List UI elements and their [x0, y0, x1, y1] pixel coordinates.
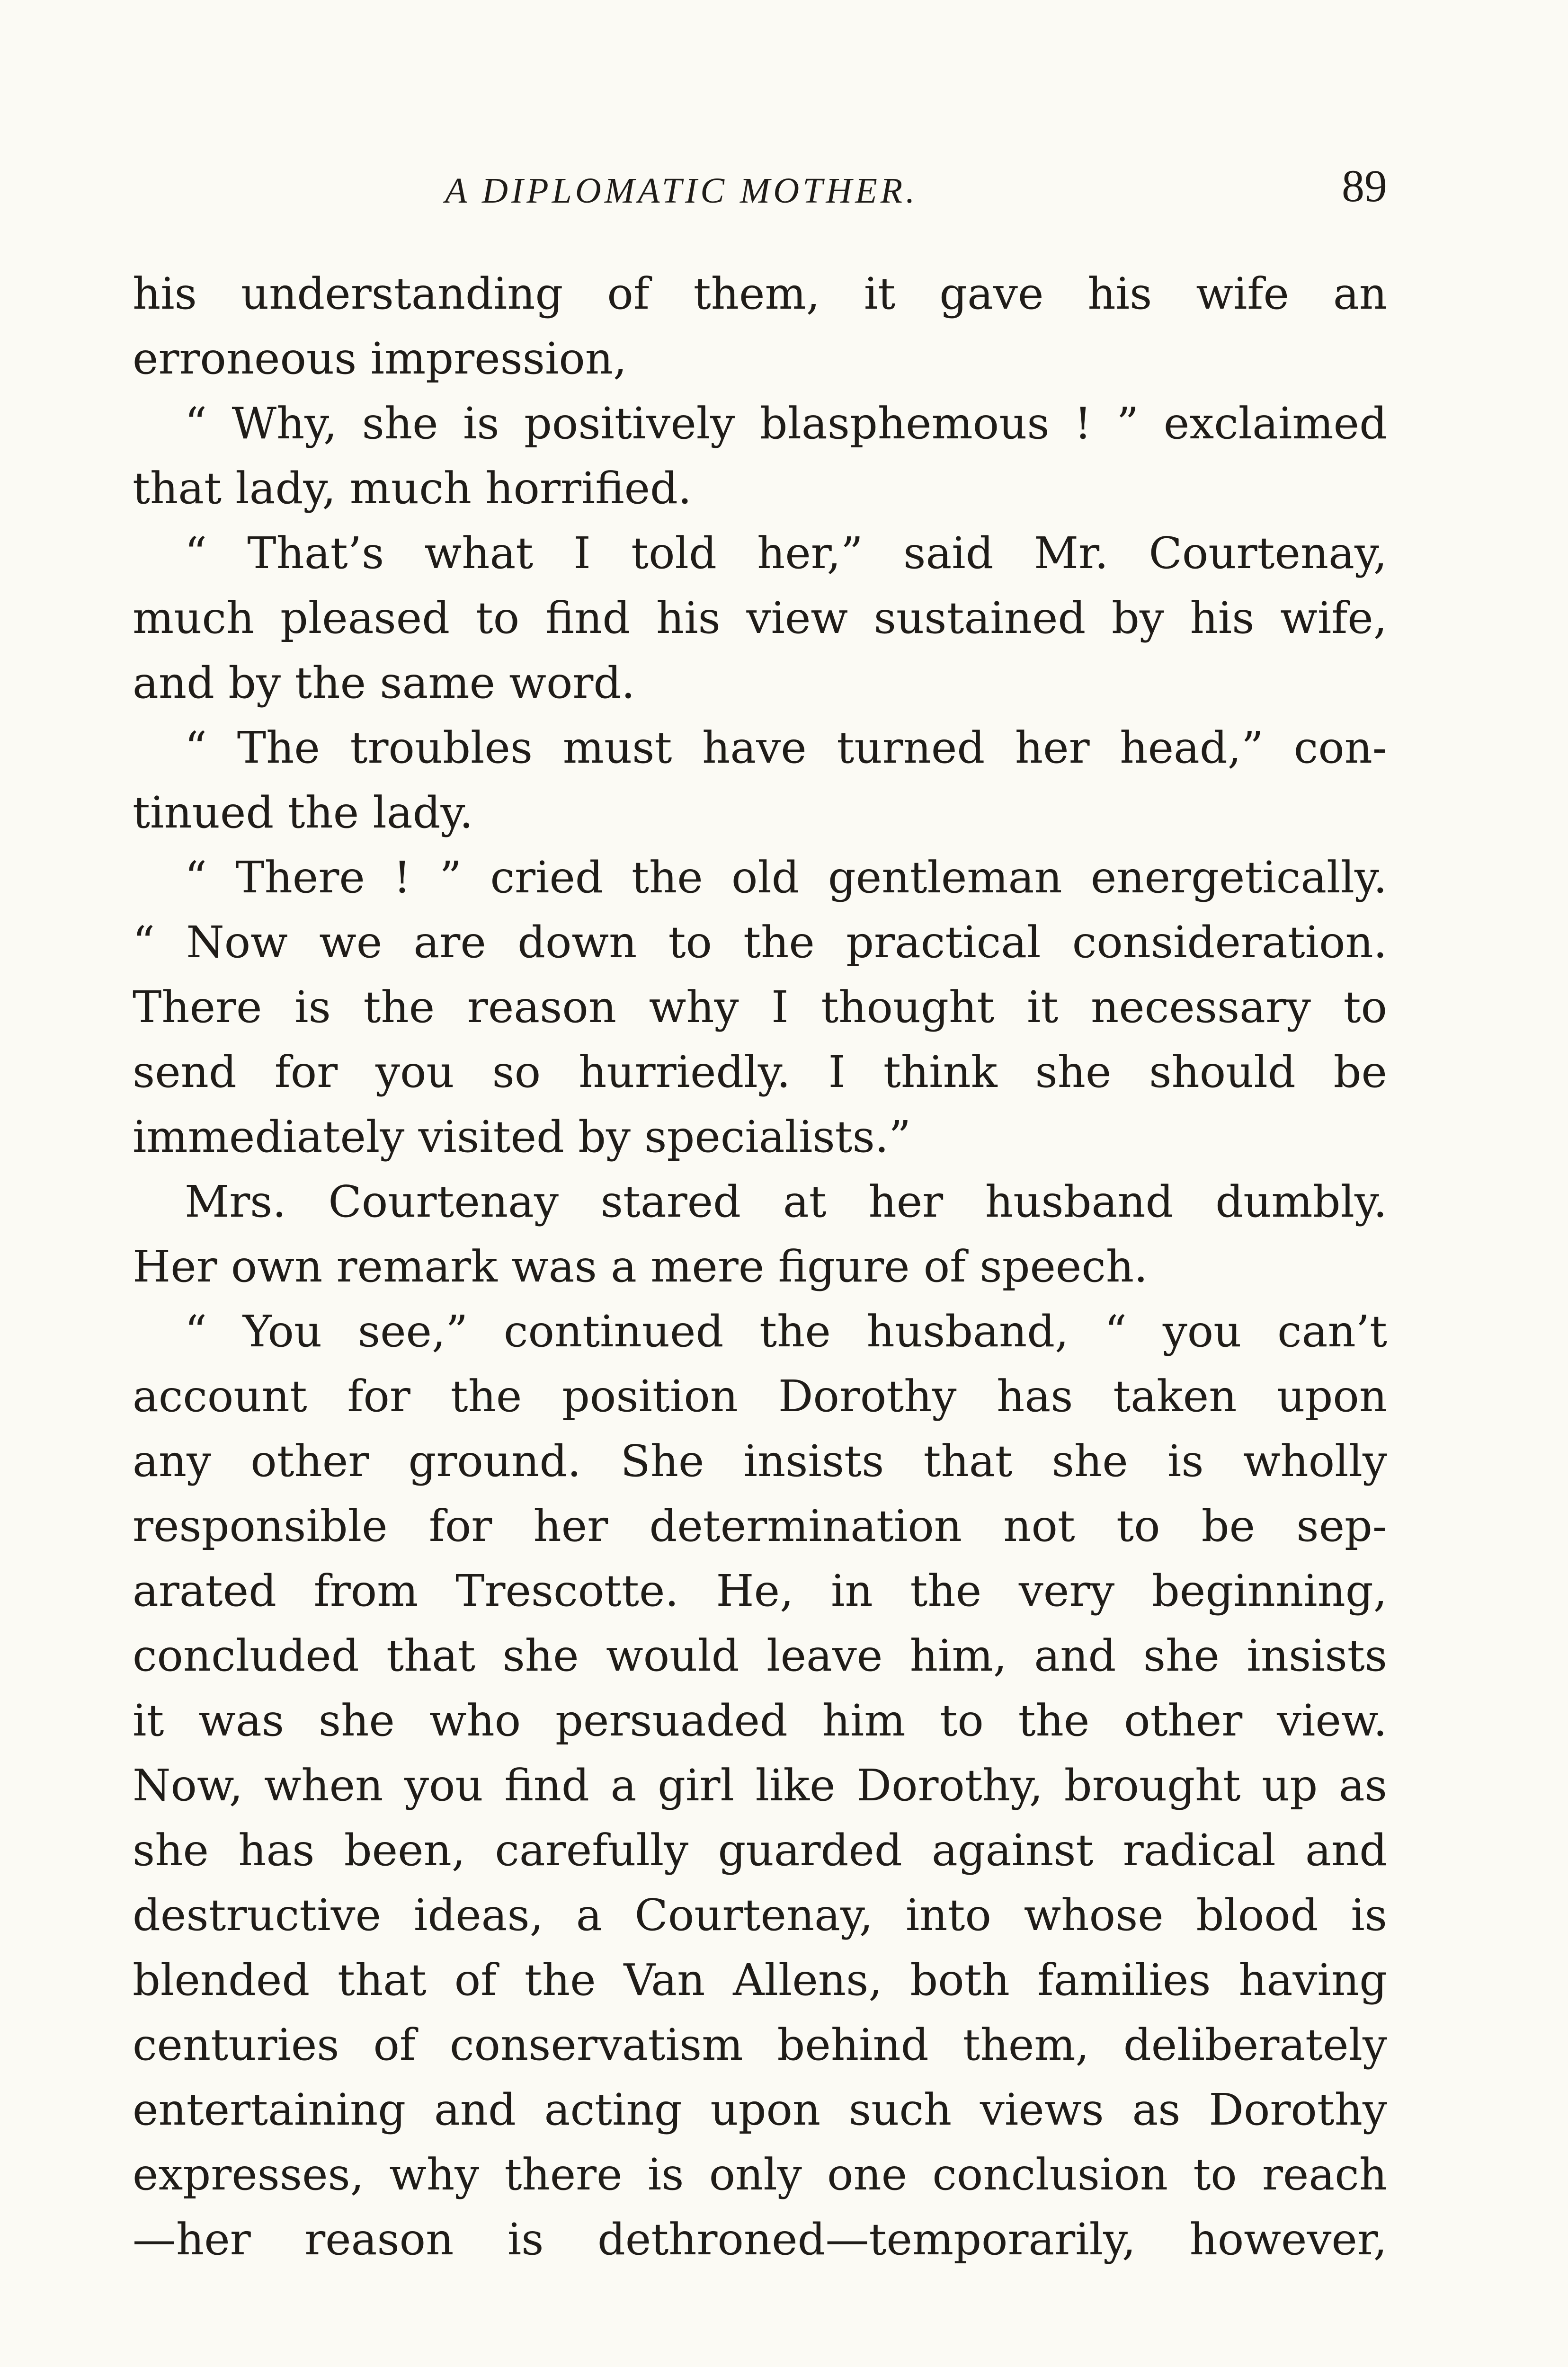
text-line: it was she who persuaded him to the other view.: [133, 1695, 1387, 1746]
text-line: expresses, why there is only one conclusion to reach: [133, 2149, 1387, 2200]
text-line: entertaining and acting upon such views as Dorothy: [133, 2084, 1387, 2135]
running-title: A DIPLOMATIC MOTHER.: [445, 171, 918, 211]
text-line: Now, when you find a girl like Dorothy, brought up as: [133, 1760, 1387, 1811]
text-line: centuries of conservatism behind them, deliberately: [133, 2020, 1387, 2070]
text-line: blended that of the Van Allens, both families having: [133, 1955, 1387, 2005]
text-line: any other ground. She insists that she is wholly: [133, 1436, 1387, 1486]
text-line: much pleased to find his view sustained by his wife,: [133, 593, 1387, 643]
text-line: send for you so hurriedly. I think she should be: [133, 1047, 1387, 1097]
text-line: “ That’s what I told her,” said Mr. Courtenay,: [185, 528, 1387, 578]
page-number: 89: [1342, 160, 1387, 211]
running-head: [133, 160, 1387, 222]
text-line: “ Now we are down to the practical consideration.: [133, 917, 1387, 968]
text-line: responsible for her determination not to be sep-: [133, 1501, 1387, 1551]
text-line: erroneous impression,: [133, 333, 627, 384]
text-line: concluded that she would leave him, and she insists: [133, 1630, 1387, 1681]
text-line: destructive ideas, a Courtenay, into whose blood is: [133, 1890, 1387, 1940]
body-text: [133, 261, 1387, 2272]
text-line: his understanding of them, it gave his wife an: [133, 268, 1387, 319]
text-line: account for the position Dorothy has taken upon: [133, 1371, 1387, 1422]
text-line: Mrs. Courtenay stared at her husband dumbly.: [185, 1176, 1387, 1227]
text-line: There is the reason why I thought it necessary to: [133, 982, 1387, 1032]
text-line: immediately visited by specialists.”: [133, 1112, 911, 1162]
text-line: she has been, carefully guarded against radical and: [133, 1825, 1387, 1876]
text-line: “ Why, she is positively blasphemous ! ” exclaimed: [185, 398, 1387, 449]
text-line: and by the same word.: [133, 658, 635, 708]
text-line: arated from Trescotte. He, in the very beginning,: [133, 1566, 1387, 1616]
text-line: tinued the lady.: [133, 787, 473, 838]
text-line: Her own remark was a mere figure of speech.: [133, 1241, 1148, 1292]
text-line: “ You see,” continued the husband, “ you can’t: [185, 1306, 1387, 1357]
text-line: “ There ! ” cried the old gentleman energetically.: [185, 852, 1387, 903]
text-line: that lady, much horrified.: [133, 463, 692, 514]
text-line: —her reason is dethroned—temporarily, however,: [133, 2214, 1387, 2265]
text-line: “ The troubles must have turned her head,” con-: [185, 722, 1387, 773]
